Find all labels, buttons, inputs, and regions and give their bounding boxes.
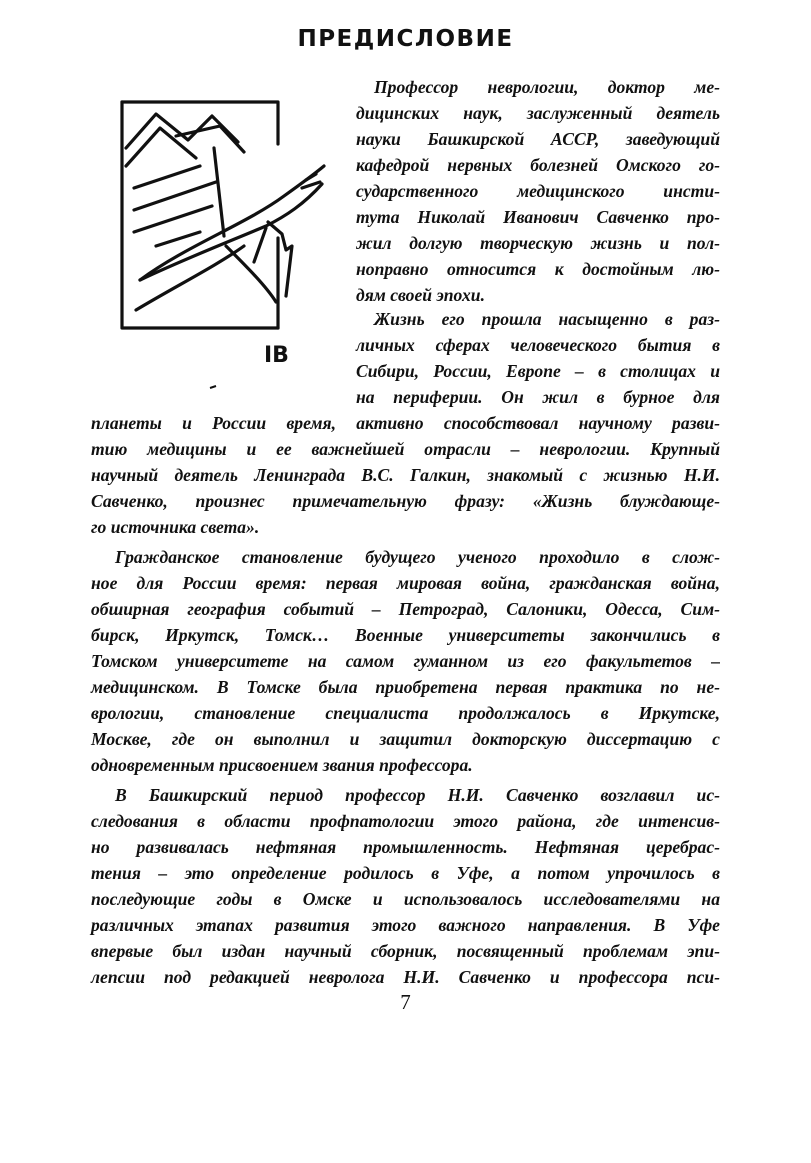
artist-monogram: ІВ xyxy=(264,343,289,368)
text-line: бирск, Иркутск, Томск… Военные университеты закончились в xyxy=(91,625,720,645)
text-line: тения – это определение родилось в Уфе, а потом упрочилось в xyxy=(91,863,720,883)
page-number: 7 xyxy=(400,990,411,1014)
text-line: но развивалась нефтяная промышленность. Нефтяная церебрас- xyxy=(91,837,720,857)
text-line: дям своей эпохи. xyxy=(356,285,485,305)
text-line: Москве, где он выполнил и защитил докторскую диссертацию с xyxy=(91,729,720,749)
text-line: Профессор неврологии, доктор ме- xyxy=(374,77,720,97)
text-line: лепсии под редакцией невролога Н.И. Савченко и профессора пси- xyxy=(91,967,720,987)
text-line: ноправно относится к достойным лю- xyxy=(356,259,720,279)
text-line: сударственного медицинского инсти- xyxy=(356,181,720,201)
page-title: ПРЕДИСЛОВИЕ xyxy=(297,26,514,52)
text-line: Сибири, России, Европе – в столицах и xyxy=(356,361,720,381)
text-line: Томском университете на самом гуманном из его факультетов – xyxy=(91,651,720,671)
text-line: тута Николай Иванович Савченко про- xyxy=(356,207,720,227)
text-line: дицинских наук, заслуженный деятель xyxy=(356,103,720,123)
text-line: планеты и России время, активно способствовал научному разви- xyxy=(91,413,720,433)
text-line: одновременным присвоением звания профессора. xyxy=(91,755,473,775)
text-line: Гражданское становление будущего ученого проходило в слож- xyxy=(115,547,720,567)
text-line: следования в области профпатологии этого района, где интенсив- xyxy=(91,811,720,831)
text-line: последующие годы в Омске и использовалось исследователями на xyxy=(91,889,720,909)
text-line: личных сферах человеческого бытия в xyxy=(356,335,720,355)
text-line: В Башкирский период профессор Н.И. Савченко возглавил ис- xyxy=(115,785,720,805)
text-line: различных этапах развития этого важного направления. В Уфе xyxy=(91,915,720,935)
text-line: кафедрой нервных болезней Омского го- xyxy=(356,155,720,175)
text-line: Жизнь его прошла насыщенно в раз- xyxy=(374,309,720,329)
text-line: на периферии. Он жил в бурное для xyxy=(356,387,720,407)
text-line: тию медицины и ее важнейшей отрасли – неврологии. Крупный xyxy=(91,439,720,459)
quill-and-pages-drawing xyxy=(116,96,342,400)
text-line: ное для России время: первая мировая война, гражданская война, xyxy=(91,573,720,593)
text-line: го источника света». xyxy=(91,517,260,537)
text-line: впервые был издан научный сборник, посвященный проблемам эпи- xyxy=(91,941,720,961)
text-line: врологии, становление специалиста продолжалось в Иркутске, xyxy=(91,703,720,723)
illustration xyxy=(116,96,342,400)
text-line: науки Башкирской АССР, заведующий xyxy=(356,129,720,149)
text-line: обширная география событий – Петроград, Салоники, Одесса, Сим- xyxy=(91,599,720,619)
text-line: жил долгую творческую жизнь и пол- xyxy=(356,233,720,253)
text-line: научный деятель Ленинграда В.С. Галкин, знакомый с жизнью Н.И. xyxy=(91,465,720,485)
text-line: медицинском. В Томске была приобретена первая практика по не- xyxy=(91,677,720,697)
text-line: Савченко, произнес примечательную фразу: «Жизнь блуждающе- xyxy=(91,491,720,511)
